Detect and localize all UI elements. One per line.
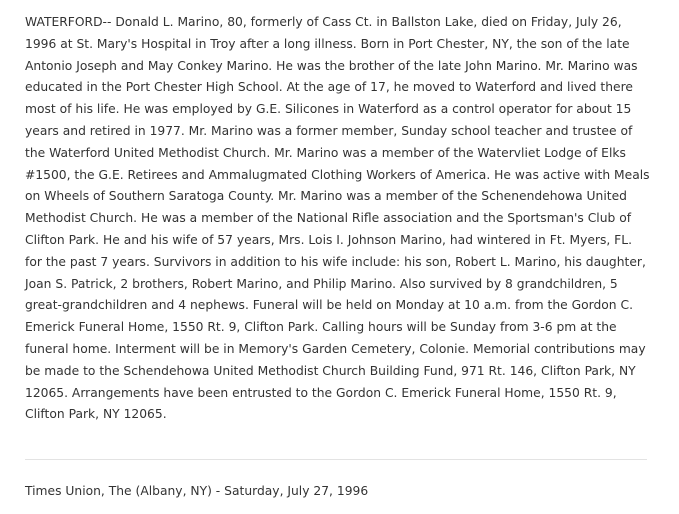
obituary-text: WATERFORD-- Donald L. Marino, 80, formerly of Cass Ct. in Ballston Lake, died on Friday, July 26, 1996 at St. Mary's Hospital in Troy after a long illness. Born in Port Chester, NY, the son of the late Antonio Joseph and May Conkey Marino. He was the brother of the late John Marino. Mr. Marino was educated in the Port Chester High School. At the age of 17, he moved to Waterford and lived there most of his life. He was employed by G.E. Silicones in Waterford as a control operator for about 15 years and retired in 1977. Mr. Marino was a former member, Sunday school teacher and trustee of the Waterford United Methodist Church. Mr. Marino was a member of the Watervliet Lodge of Elks #1500, the G.E. Retirees and Ammalugmated Clothing Workers of America. He was active with Meals on Wheels of Southern Saratoga County. Mr. Marino was a member of the Schenendehowa United Methodist Church. He was a member of the National Rifle association and the Sportsman's Club of Clifton Park. He and his wife of 57 years, Mrs. Lois I. Johnson Marino, had wintered in Ft. Myers, FL. for the past 7 years. Survivors in addition to his wife include: his son, Robert L. Marino, his daughter, Joan S. Patrick, 2 brothers, Robert Marino, and Philip Marino. Also survived by 8 grandchildren, 5 great-grandchildren and 4 nephews. Funeral will be held on Monday at 10 a.m. from the Gordon C. Emerick Funeral Home, 1550 Rt. 9, Clifton Park. Calling hours will be Sunday from 3-6 pm at the funeral home. Interment will be in Memory's Garden Cemetery, Colonie. Memorial contributions may be made to the Schendehowa United Methodist Church Building Fund, 971 Rt. 146, Clifton Park, NY 12065. Arrangements have been entrusted to the Gordon C. Emerick Funeral Home, 1550 Rt. 9, Clifton Park, NY 12065. bbox=[25, 15, 650, 422]
section-divider bbox=[25, 459, 647, 460]
source-citation: Times Union, The (Albany, NY) - Saturday, July 27, 1996 bbox=[25, 484, 369, 498]
